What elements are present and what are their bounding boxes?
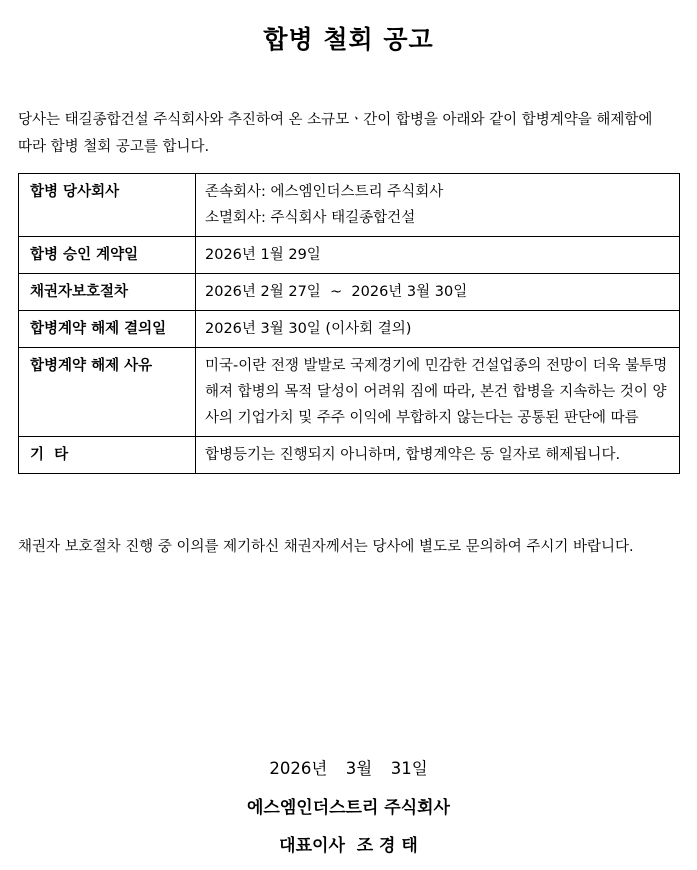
row-label-termination-reason: 합병계약 해제 사유 bbox=[19, 348, 196, 437]
table-row bbox=[19, 311, 680, 348]
intro-paragraph: 당사는 태길종합건설 주식회사와 추진하여 온 소규모ㆍ간이 합병을 아래와 같이 합병계약을 해제함에 따라 합병 철회 공고를 합니다. bbox=[18, 112, 653, 155]
notice-date: 2026년 3월 31일 bbox=[269, 759, 428, 778]
row-value-creditor-protection: 2026년 2월 27일 ~ 2026년 3월 30일 bbox=[196, 274, 680, 311]
surviving-company: 존속회사: 에스엠인더스트리 주식회사 bbox=[205, 184, 444, 200]
row-value-other: 합병등기는 진행되지 아니하며, 합병계약은 동 일자로 해제됩니다. bbox=[196, 437, 680, 474]
table-row bbox=[19, 348, 680, 437]
outro-paragraph: 채권자 보호절차 진행 중 이의를 제기하신 채권자께서는 당사에 별도로 문의하여 주시기 바랍니다. bbox=[18, 539, 634, 555]
table-row bbox=[19, 274, 680, 311]
table-row bbox=[19, 174, 680, 237]
merger-details-table bbox=[18, 173, 680, 474]
page-title: 합병 철회 공고 bbox=[263, 25, 434, 54]
row-value-termination-resolution: 2026년 3월 30일 (이사회 결의) bbox=[196, 311, 680, 348]
row-value-termination-reason: 미국-이란 전쟁 발발로 국제경기에 민감한 건설업종의 전망이 더욱 불투명해져 합병의 목적 달성이 어려워 짐에 따라, 본건 합병을 지속하는 것이 양사의 기업가치 및 주주 이익에 부합하지 않는다는 공통된 판단에 따름 bbox=[196, 348, 680, 437]
row-label-other: 기 타 bbox=[19, 437, 196, 474]
dissolved-company: 소멸회사: 주식회사 태길종합건설 bbox=[205, 210, 416, 226]
company-name: 에스엠인더스트리 주식회사 bbox=[247, 798, 450, 818]
row-label-creditor-protection: 채권자보호절차 bbox=[19, 274, 196, 311]
row-value-approval-date: 2026년 1월 29일 bbox=[196, 237, 680, 274]
row-label-termination-resolution: 합병계약 해제 결의일 bbox=[19, 311, 196, 348]
row-label-parties: 합병 당사회사 bbox=[19, 174, 196, 237]
table-row bbox=[19, 237, 680, 274]
table-row bbox=[19, 437, 680, 474]
ceo-signature: 대표이사 조 경 태 bbox=[279, 836, 418, 856]
row-value-parties bbox=[196, 174, 680, 237]
row-label-approval-date: 합병 승인 계약일 bbox=[19, 237, 196, 274]
